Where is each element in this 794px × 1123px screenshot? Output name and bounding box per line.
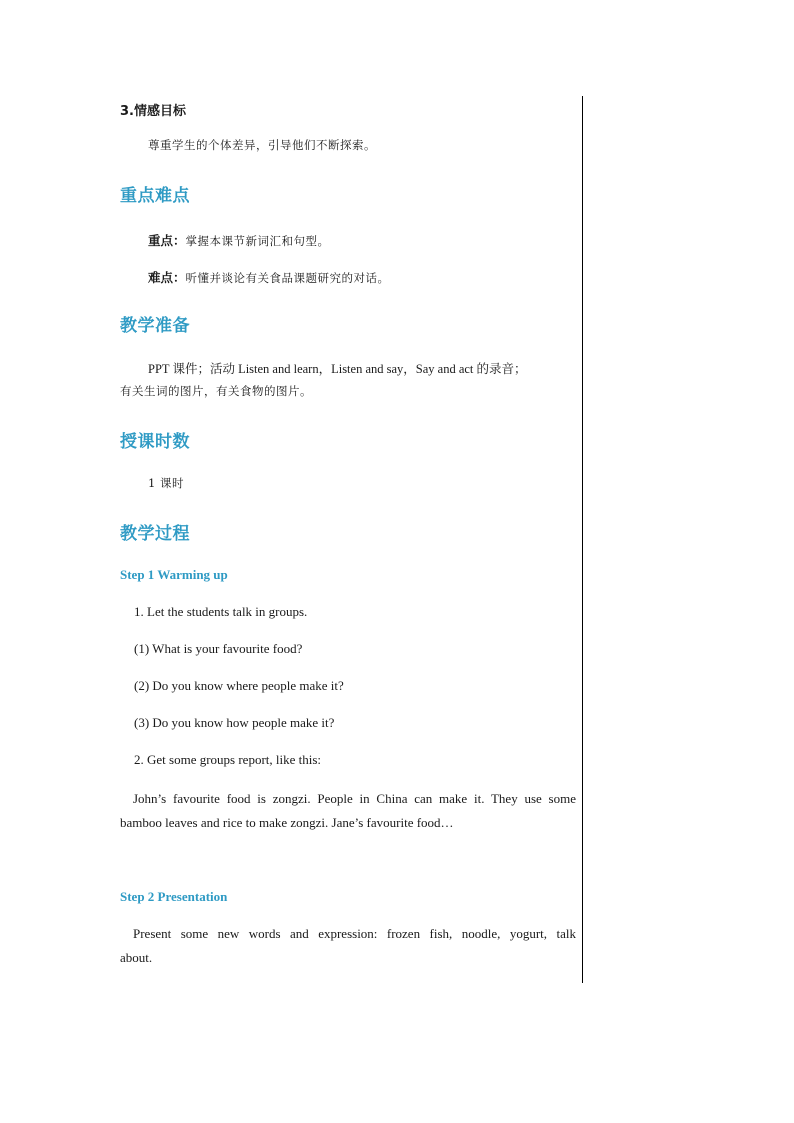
step1-question2: (2) Do you know where people make it? <box>134 678 344 693</box>
step2-title: Step 2 Presentation <box>120 889 228 904</box>
difficulty-label: 难点： <box>148 270 186 285</box>
difficulty-line <box>148 267 390 286</box>
step1-question3: (3) Do you know how people make it? <box>134 715 335 730</box>
step1-item2: 2. Get some groups report, like this: <box>134 752 322 767</box>
step2-line2: about. <box>120 950 153 965</box>
duration-heading: 授课时数 <box>120 432 190 452</box>
step1-example-line2: bamboo leaves and rice to make zongzi. Jane’s favourite food… <box>120 815 454 830</box>
difficulty-text: 听懂并谈论有关食品课题研究的对话。 <box>185 271 390 285</box>
step1-example-line1: John’s favourite food is zongzi. People in China can make it. They use some <box>133 791 576 806</box>
emotion-goal-text: 尊重学生的个体差异，引导他们不断探索。 <box>148 138 376 152</box>
key-points-heading: 重点难点 <box>120 186 190 206</box>
step1-question1: (1) What is your favourite food? <box>134 641 303 656</box>
margin-rule <box>582 96 583 983</box>
step2-line1: Present some new words and expression: frozen fish, noodle, yogurt, talk <box>133 926 576 941</box>
step1-title: Step 1 Warming up <box>120 567 228 582</box>
emotion-goal-heading: 3.情感目标 <box>120 104 186 119</box>
duration-text: 1 课时 <box>148 476 184 490</box>
process-heading: 教学过程 <box>120 524 190 544</box>
focus-text: 掌握本课节新词汇和句型。 <box>185 234 330 248</box>
preparation-line2: 有关生词的图片，有关食物的图片。 <box>120 384 312 398</box>
focus-label: 重点： <box>148 233 186 248</box>
preparation-heading: 教学准备 <box>120 316 190 336</box>
preparation-line1: PPT 课件；活动 Listen and learn，Listen and say，Say and act 的录音； <box>148 362 527 376</box>
step1-item1: 1. Let the students talk in groups. <box>134 604 308 619</box>
focus-line <box>148 230 330 249</box>
